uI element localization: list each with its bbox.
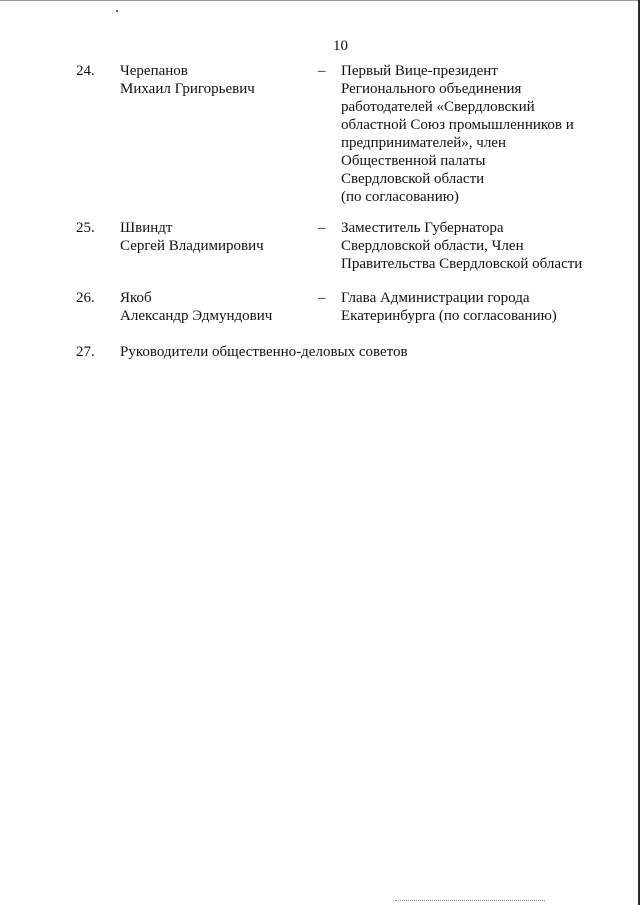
entry-person-name	[120, 62, 310, 98]
entry-given-names: Сергей Владимирович	[120, 238, 264, 254]
page-top-edge	[0, 0, 640, 1]
entry-dash: –	[318, 63, 326, 79]
entry-number: 24.	[76, 63, 95, 79]
entry-position-line: Первый Вице-президент	[341, 63, 498, 79]
entry-position-line: областной Союз промышленников и	[341, 117, 574, 133]
entry-position-line: Правительства Свердловской области	[341, 256, 583, 272]
entry-position-line: работодателей «Свердловский	[341, 99, 535, 115]
entry-text: Руководители общественно-деловых советов	[120, 344, 408, 360]
entry-position	[341, 62, 631, 206]
entry-position-line: (по согласованию)	[341, 189, 459, 205]
scan-bottom-noise	[395, 900, 545, 903]
entry-person-name	[120, 289, 310, 325]
scan-speck	[116, 10, 118, 12]
entry-surname: Швиндт	[120, 220, 173, 236]
entry-position-line: Общественной палаты	[341, 153, 486, 169]
entry-position	[341, 289, 631, 325]
entry-position-line: Заместитель Губернатора	[341, 220, 504, 236]
page-number: 10	[333, 38, 348, 54]
entry-given-names: Александр Эдмундович	[120, 308, 273, 324]
entry-dash: –	[318, 220, 326, 236]
entry-dash: –	[318, 290, 326, 306]
entry-position-line: Екатеринбурга (по согласованию)	[341, 308, 557, 324]
entry-person-name	[120, 219, 310, 255]
entry-number: 26.	[76, 290, 95, 306]
entry-given-names: Михаил Григорьевич	[120, 81, 255, 97]
entry-number: 25.	[76, 220, 95, 236]
entry-position-line: предпринимателей», член	[341, 135, 506, 151]
entry-position-line: Регионального объединения	[341, 81, 522, 97]
entry-position-line: Свердловской области	[341, 171, 485, 187]
entry-surname: Якоб	[120, 290, 152, 306]
entry-position	[341, 219, 631, 273]
entry-position-line: Глава Администрации города	[341, 290, 530, 306]
entry-number: 27.	[76, 344, 95, 360]
entry-position-line: Свердловской области, Член	[341, 238, 524, 254]
entry-surname: Черепанов	[120, 63, 188, 79]
